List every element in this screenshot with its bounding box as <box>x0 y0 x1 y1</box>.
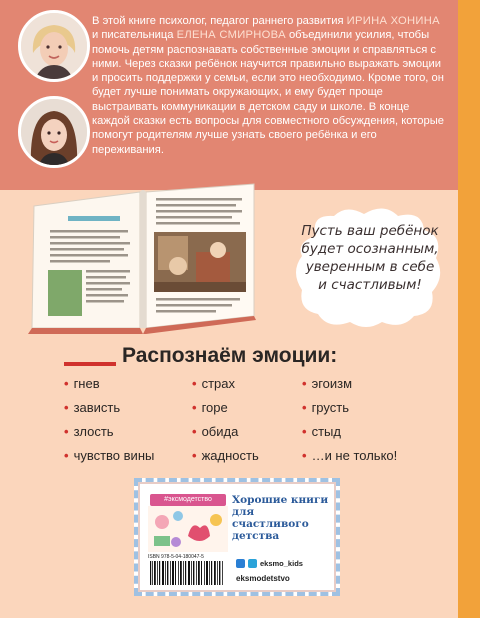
publisher-slogan: Хорошие книги для счастливого детства <box>232 494 329 542</box>
intro-lead: В этой книге психолог, педагог раннего развития <box>92 15 344 27</box>
emotions-heading: Распознаём эмоции: <box>122 344 338 367</box>
emotion-item: • гнев <box>64 376 100 391</box>
intro-text <box>92 14 448 157</box>
author-name-2: ЕЛЕНА СМИРНОВА <box>176 29 286 42</box>
publisher-hashtag: #эксмодетство <box>150 494 226 506</box>
emotion-item: • зависть <box>64 400 121 415</box>
isbn-block <box>148 554 224 590</box>
emotion-item: • грусть <box>302 400 349 415</box>
book-spine <box>458 0 480 618</box>
emotion-item: • обида <box>192 424 239 439</box>
emotion-item: • злость <box>64 424 114 439</box>
emotions-list <box>64 376 424 468</box>
emotion-item: • чувство вины <box>64 448 155 463</box>
emotion-item: • …и не только! <box>302 448 398 463</box>
telegram-icon <box>248 559 257 568</box>
intro-mid: и писательница <box>92 29 174 42</box>
social-row <box>236 556 332 570</box>
social-handle: eksmo_kids <box>260 558 303 568</box>
open-book-illustration <box>28 178 258 336</box>
author-name-1: ИРИНА ХОНИНА <box>346 15 440 27</box>
heading-accent-line <box>64 362 116 366</box>
bubble-text: Пусть ваш ребёнок будет осознанным, уверенным в себе и счастливым! <box>301 223 439 293</box>
author-photo-psychologist <box>18 10 90 82</box>
publisher-site: eksmodetstvo <box>236 574 290 583</box>
barcode-icon <box>148 561 224 589</box>
stamp-illustration <box>148 506 228 552</box>
emotion-item: • жадность <box>192 448 259 463</box>
social-links <box>236 556 332 583</box>
author-photo-writer <box>18 96 90 168</box>
emotion-item: • стыд <box>302 424 341 439</box>
vk-icon <box>236 559 245 568</box>
emotion-item: • страх <box>192 376 235 391</box>
isbn-number: ISBN 978-5-04-180047-5 <box>148 554 204 560</box>
emotion-item: • эгоизм <box>302 376 353 391</box>
emotion-item: • горе <box>192 400 228 415</box>
intro-rest: объединили усилия, чтобы помочь детям распознавать собственные эмоции и справляться с ними. Через сказки ребёнок научится правильно выражать эмоции и просить поддержки у семьи, если это необходимо. Кроме того, он будет лучше понимать окружающих, и ему будет проще выстраивать коммуникации в детском саду и школе. В конце каждой сказки есть вопросы для совместного обсуждения, которые помогут родителям лучше узнать своего ребёнка и его переживания. <box>92 29 444 156</box>
